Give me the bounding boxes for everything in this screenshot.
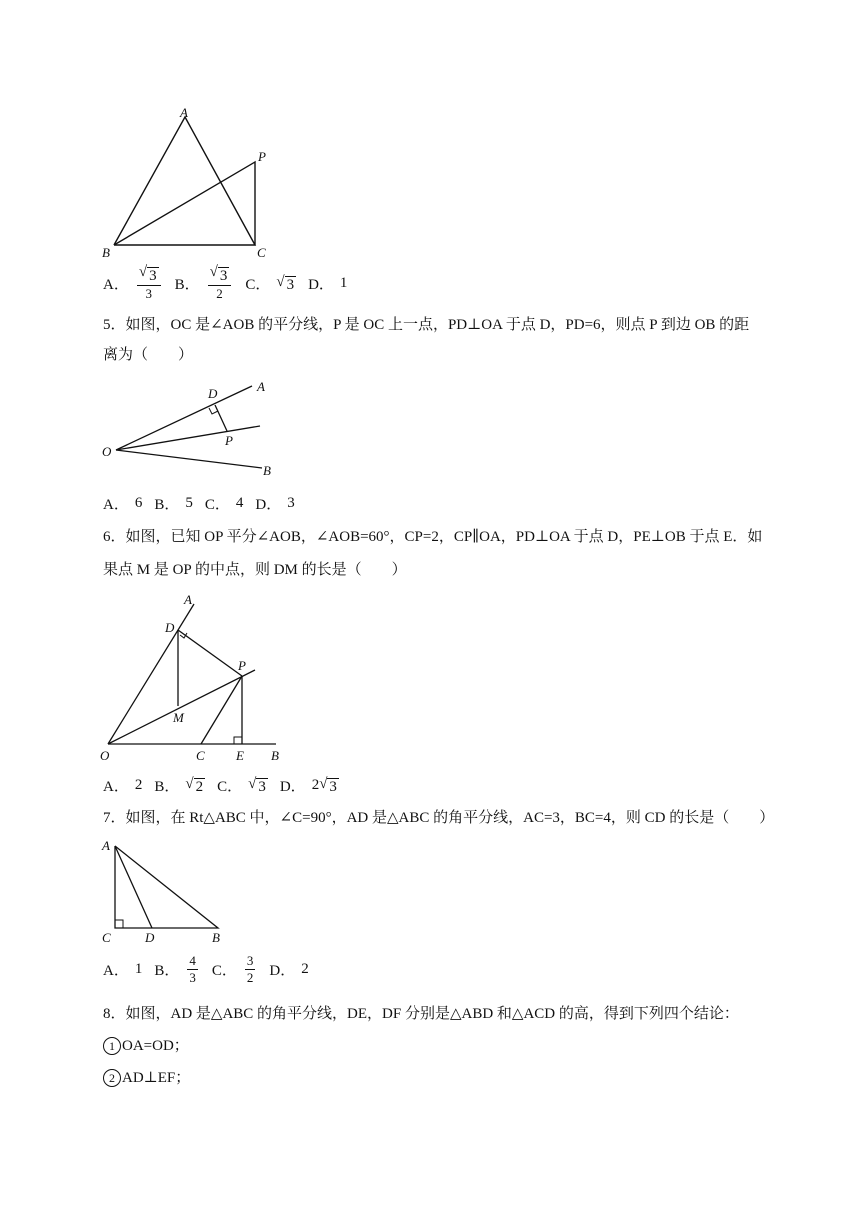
label-a: A	[257, 379, 265, 394]
circled-number-1: 1	[103, 1037, 121, 1055]
q6-choice-d[interactable]: D． 2 √ 3	[279, 775, 337, 795]
q4-choices	[103, 264, 359, 301]
q5-choice-a[interactable]: A． 6	[103, 494, 143, 513]
ray-ob	[116, 450, 262, 468]
q7-text-line1: 7．如图，在 Rt△ABC 中，∠C=90°，AD 是△ABC 的角平分线，AC=3，BC=4，则 CD 的长是（ ）	[103, 810, 775, 826]
label-c: C	[102, 930, 111, 945]
label-a: A	[102, 838, 110, 853]
q7-figure	[100, 836, 240, 946]
q7-choice-d[interactable]: D． 2	[269, 960, 309, 979]
q5-text-line2: 离为（ ）	[103, 347, 194, 363]
right-angle-mark-e	[234, 737, 242, 744]
q6-text-line1: 6．如图，已知 OP 平分∠AOB，∠AOB=60°，CP=2，CP∥OA，PD⊥OA 于点 D，PE⊥OB 于点 E．如	[103, 529, 763, 545]
ray-oc	[116, 426, 260, 450]
label-p: P	[258, 149, 266, 164]
q6-figure	[100, 590, 290, 765]
label-b: B	[263, 463, 271, 478]
q6-choices	[103, 770, 351, 800]
q7-choice-c[interactable]: C． $\frac{3}{2}$	[211, 952, 254, 985]
q5-choice-d[interactable]: D． 3	[255, 494, 295, 513]
label-d: D	[208, 386, 218, 401]
q6-choice-b[interactable]: B． √ 2	[154, 775, 204, 795]
segment-dp	[178, 630, 242, 676]
q8-text-line1: 8．如图，AD 是△ABC 的角平分线，DE，DF 分别是△ABD 和△ACD 的高，得到下列四个结论：	[103, 1006, 739, 1022]
q4-choice-c[interactable]: C． √ 3	[245, 273, 295, 293]
segment-ad	[115, 846, 152, 928]
right-angle-mark	[115, 920, 123, 928]
q5-figure	[100, 378, 280, 478]
q5-choices	[103, 488, 307, 518]
q5-choice-c[interactable]: C． 4	[204, 494, 244, 513]
label-o: O	[100, 748, 110, 763]
label-d: D	[145, 930, 155, 945]
label-b: B	[212, 930, 220, 945]
q6-text-line2: 果点 M 是 OP 的中点，则 DM 的长是（ ）	[103, 562, 407, 578]
triangle-bpc	[114, 162, 255, 245]
label-a: A	[180, 105, 188, 120]
q5-choice-b[interactable]: B． 5	[154, 494, 193, 513]
q8-item-2: 2 AD⊥EF；	[103, 1068, 190, 1088]
q8-item-1: 1 OA=OD；	[103, 1036, 189, 1056]
label-c: C	[196, 748, 205, 763]
label-b: B	[271, 748, 279, 763]
q5-text-line1: 5．如图，OC 是∠AOB 的平分线，P 是 OC 上一点，PD⊥OA 于点 D，PD=6，则点 P 到边 OB 的距	[103, 317, 750, 333]
q7-choice-b[interactable]: B． $\frac{4}{3}$	[154, 952, 196, 985]
q6-choice-c[interactable]: C． √ 3	[217, 775, 266, 795]
segment-pd	[215, 405, 227, 431]
q4-figure	[100, 105, 280, 265]
circled-number-2: 2	[103, 1069, 121, 1087]
label-a: A	[184, 592, 192, 607]
label-o: O	[102, 444, 112, 459]
triangle-acb	[115, 846, 218, 928]
label-p: P	[238, 658, 246, 673]
label-m: M	[173, 710, 184, 725]
label-p: P	[225, 433, 233, 448]
label-b: B	[102, 245, 110, 260]
label-e: E	[236, 748, 244, 763]
triangle-abc	[114, 117, 255, 245]
q6-choice-a[interactable]: A． 2	[103, 776, 143, 795]
label-c: C	[257, 245, 266, 260]
q7-choices	[103, 954, 321, 984]
q4-choice-d[interactable]: D． 1	[308, 274, 348, 293]
q4-choice-a[interactable]: A． √ 3 3	[103, 265, 163, 301]
q4-choice-b[interactable]: B． √ 3 2	[175, 265, 234, 301]
q7-choice-a[interactable]: A． 1	[103, 960, 143, 979]
label-d: D	[165, 620, 175, 635]
